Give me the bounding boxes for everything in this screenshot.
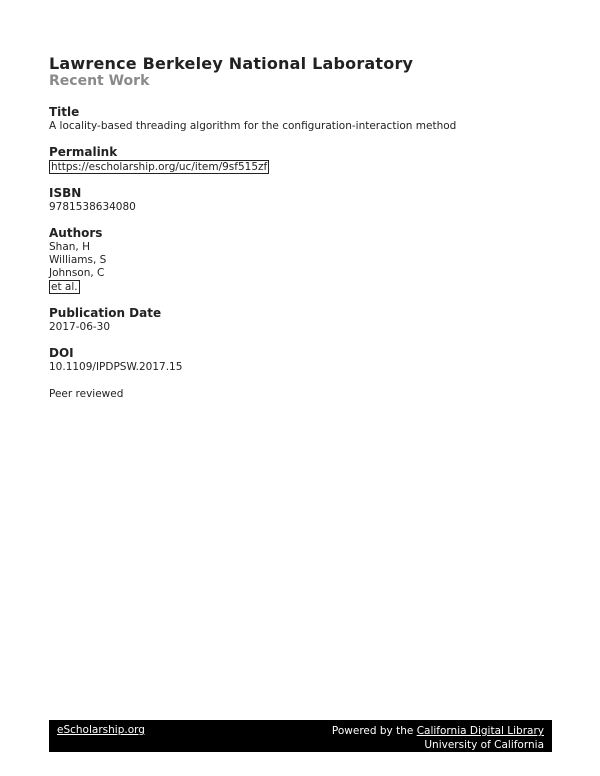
authors-label: Authors xyxy=(49,226,103,240)
cdl-link[interactable]: California Digital Library xyxy=(416,725,544,737)
publication-date-label: Publication Date xyxy=(49,306,162,320)
title-label: Title xyxy=(49,105,80,119)
university-name: University of California xyxy=(424,739,544,751)
doi-label: DOI xyxy=(49,346,74,360)
peer-reviewed-status: Peer reviewed xyxy=(49,388,124,400)
isbn-value: 9781538634080 xyxy=(49,201,136,213)
isbn-label: ISBN xyxy=(49,186,82,200)
title-section xyxy=(49,105,549,133)
permalink-label: Permalink xyxy=(49,145,118,159)
author-name: Shan, H xyxy=(49,241,90,253)
doi-value: 10.1109/IPDPSW.2017.15 xyxy=(49,361,183,373)
more-authors-link[interactable]: et al. xyxy=(51,281,78,293)
footer-bar xyxy=(49,720,552,752)
authors-section xyxy=(49,226,549,294)
publication-date-section xyxy=(49,306,549,334)
publication-date-value: 2017-06-30 xyxy=(49,321,111,333)
permalink-section xyxy=(49,145,549,174)
escholarship-link[interactable]: eScholarship.org xyxy=(57,724,145,736)
organization-title: Lawrence Berkeley National Laboratory xyxy=(49,54,414,73)
doi-section xyxy=(49,346,549,374)
powered-by-text: Powered by the xyxy=(331,725,414,737)
document-body xyxy=(49,54,549,411)
permalink-link[interactable]: https://escholarship.org/uc/item/9sf515zf xyxy=(51,161,268,173)
author-name: Johnson, C xyxy=(49,267,105,279)
collection-subtitle: Recent Work xyxy=(49,73,150,89)
title-value: A locality-based threading algorithm for the configuration-interaction method xyxy=(49,120,457,132)
isbn-section xyxy=(49,186,549,214)
author-name: Williams, S xyxy=(49,254,107,266)
